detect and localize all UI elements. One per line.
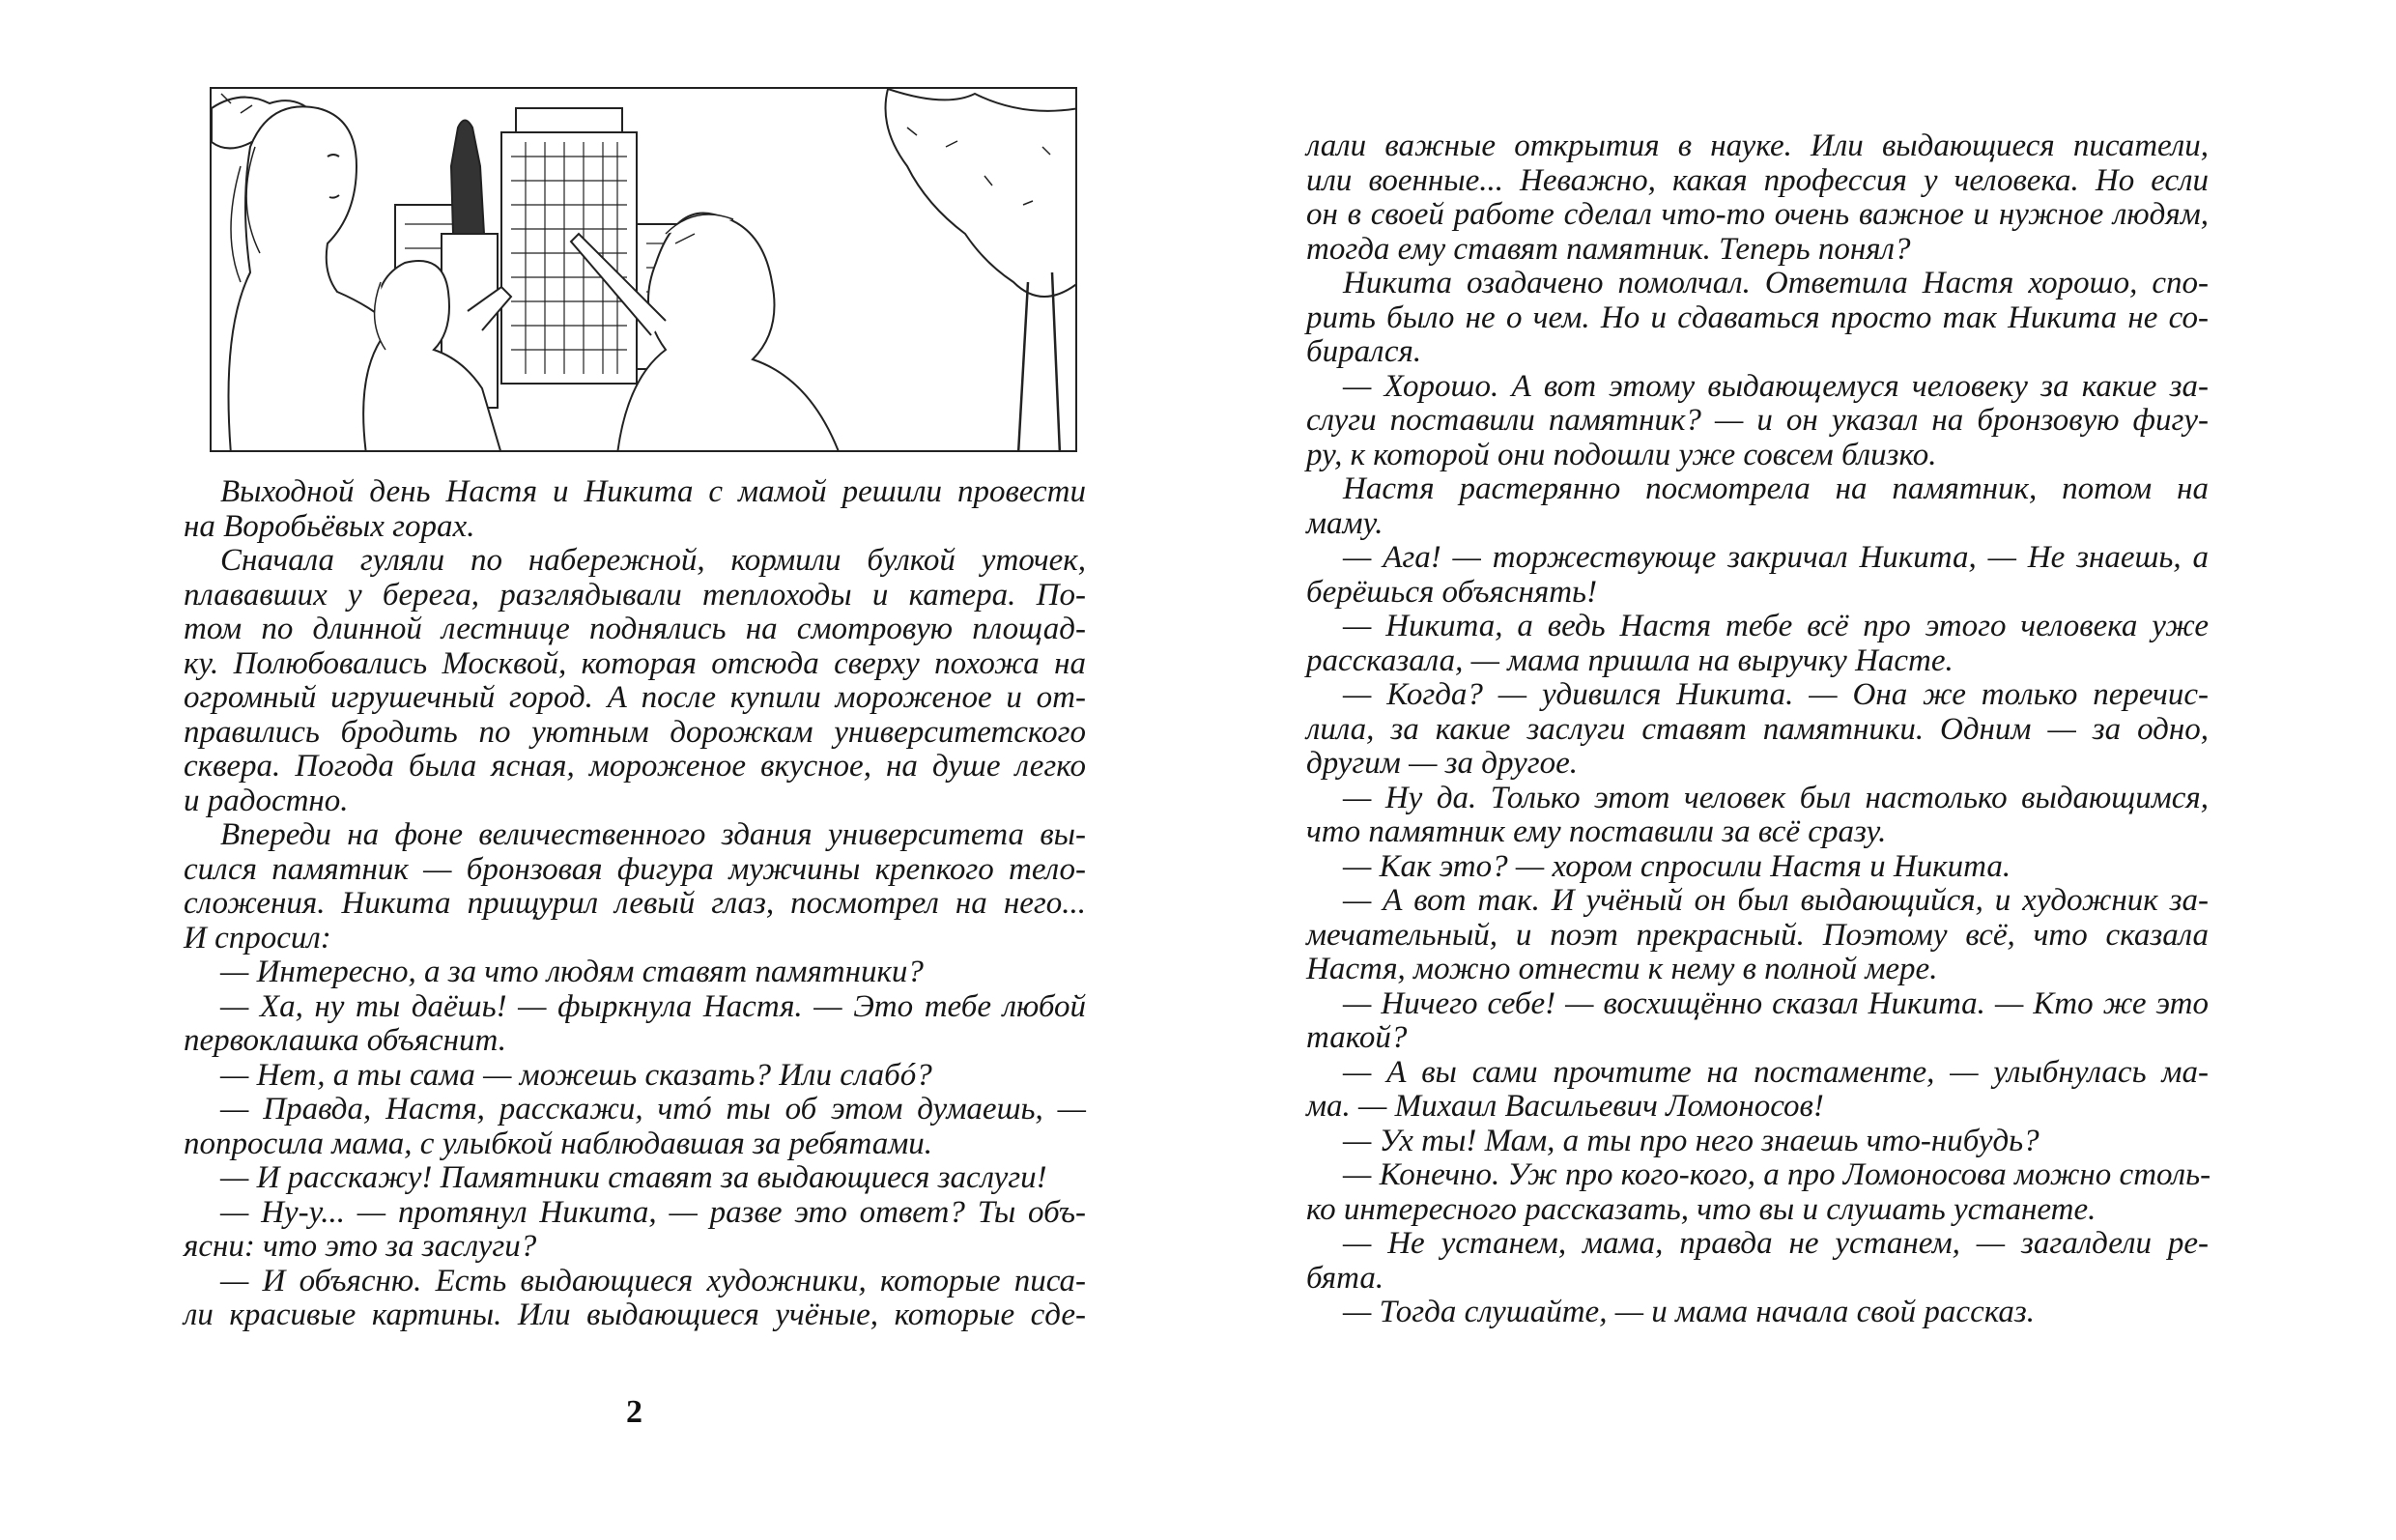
text-line: что памятник ему поставили за всё сразу. bbox=[1306, 814, 1887, 849]
text-line: такой? bbox=[1306, 1020, 1408, 1055]
paragraph bbox=[184, 1059, 1086, 1094]
text-line: ру, к которой они подошли уже совсем близко. bbox=[1306, 437, 1937, 472]
text-line: — Ничего себе! — восхищённо сказал Никита. — Кто же это bbox=[1343, 985, 2209, 1021]
paragraph bbox=[1306, 1158, 2209, 1227]
text-line: — Правда, Настя, расскажи, чтó ты об этом думаешь, — bbox=[220, 1092, 1086, 1126]
text-line: ли красивые картины. Или выдающиеся учёные, которые сде- bbox=[184, 1298, 1086, 1332]
text-line: — Никита, а ведь Настя тебе всё про этого человека уже bbox=[1343, 609, 2209, 643]
paragraph bbox=[184, 1265, 1086, 1333]
paragraph bbox=[184, 475, 1086, 544]
text-line: — Ну-у... — протянул Никита, — разве это ответ? Ты объ- bbox=[220, 1194, 1086, 1230]
paragraph bbox=[1306, 987, 2209, 1056]
text-line: или военные... Неважно, какая профессия у человека. Но если bbox=[1306, 162, 2209, 198]
paragraph bbox=[1306, 1296, 2209, 1330]
text-line: — Ух ты! Мам, а ты про него знаешь что-нибудь? bbox=[1343, 1123, 2039, 1158]
text-line: слуги поставили памятник? — и он указал на бронзовую фигу- bbox=[1306, 403, 2209, 438]
paragraph bbox=[1306, 1227, 2209, 1296]
page-number: 2 bbox=[626, 1394, 642, 1430]
text-line: И спросил: bbox=[184, 920, 331, 955]
paragraph bbox=[1306, 610, 2209, 678]
text-line: огромный игрушечный город. А после купили мороженое и от- bbox=[184, 680, 1086, 715]
text-line: мечательный, и поэт прекрасный. Поэтому всё, что сказала bbox=[1306, 917, 2209, 953]
text-line: первоклашка объяснит. bbox=[184, 1023, 507, 1058]
text-line: ясни: что это за заслуги? bbox=[184, 1229, 537, 1264]
text-line: лали важные открытия в науке. Или выдающиеся писатели, bbox=[1306, 128, 2209, 163]
paragraph bbox=[184, 1093, 1086, 1161]
paragraph bbox=[1306, 884, 2209, 987]
text-line: — Нет, а ты сама — можешь сказать? Или слабó? bbox=[220, 1057, 932, 1093]
text-line: лила, за какие заслуги ставят памятники. Одним — за одно, bbox=[1306, 711, 2209, 747]
paragraph bbox=[1306, 678, 2209, 782]
text-line: он в своей работе сделал что-то очень важное и нужное людям, bbox=[1306, 197, 2209, 232]
text-line: — А вот так. И учёный он был выдающийся, и художник за- bbox=[1343, 883, 2209, 918]
paragraph bbox=[1306, 267, 2209, 370]
paragraph bbox=[1306, 1056, 2209, 1125]
text-line: бята. bbox=[1306, 1260, 1384, 1296]
paragraph bbox=[184, 818, 1086, 955]
paragraph bbox=[184, 955, 1086, 990]
trees-right bbox=[886, 89, 1078, 452]
paragraph bbox=[184, 1196, 1086, 1265]
story-illustration bbox=[210, 87, 1077, 452]
text-line: Выходной день Настя и Никита с мамой решили провести bbox=[220, 474, 1086, 509]
paragraph bbox=[1306, 1125, 2209, 1159]
text-line: Сначала гуляли по набережной, кормили булкой уточек, bbox=[220, 543, 1086, 578]
text-line: Никита озадачено помолчал. Ответила Настя хорошо, спо- bbox=[1343, 266, 2209, 300]
text-line: плававших у берега, разглядывали теплоходы и катера. По- bbox=[184, 577, 1086, 613]
text-line: сквера. Погода была ясная, мороженое вкусное, на душе легко bbox=[184, 749, 1086, 784]
text-line: — И объясню. Есть выдающиеся художники, которые писа- bbox=[220, 1263, 1086, 1298]
text-line: берёшься объяснять! bbox=[1306, 574, 1598, 610]
text-line: Настя, можно отнести к нему в полной мере. bbox=[1306, 952, 1938, 986]
text-line: — Хорошо. А вот этому выдающемуся человеку за какие за- bbox=[1343, 368, 2209, 404]
right-text-column bbox=[1306, 129, 2209, 1330]
text-line: рассказала, — мама пришла на выручку Насте. bbox=[1306, 642, 1954, 678]
text-line: — Ага! — торжествующе закричал Никита, — Не знаешь, а bbox=[1343, 540, 2209, 575]
text-line: — Конечно. Уж про кого-кого, а про Ломоносова можно столь- bbox=[1343, 1157, 2211, 1192]
paragraph bbox=[1306, 850, 2209, 885]
paragraph bbox=[1306, 370, 2209, 473]
text-line: — И расскажу! Памятники ставят за выдающиеся заслуги! bbox=[220, 1160, 1047, 1195]
text-line: попросила мама, с улыбкой наблюдавшая за ребятами. bbox=[184, 1126, 933, 1161]
text-line: — А вы сами прочтите на постаменте, — улыбнулась ма- bbox=[1343, 1054, 2209, 1090]
text-line: — Ну да. Только этот человек был настолько выдающимся, bbox=[1343, 780, 2209, 815]
paragraph bbox=[1306, 782, 2209, 850]
text-line: сился памятник — бронзовая фигура мужчины крепкого тело- bbox=[184, 851, 1086, 887]
paragraph bbox=[1306, 472, 2209, 541]
text-line: том по длинной лестнице поднялись на смотровую площад- bbox=[184, 612, 1086, 646]
text-line: Настя растерянно посмотрела на памятник, потом на bbox=[1343, 471, 2209, 506]
paragraph bbox=[1306, 541, 2209, 610]
paragraph bbox=[1306, 129, 2209, 267]
text-line: Впереди на фоне величественного здания университета вы- bbox=[220, 817, 1086, 852]
text-line: бирался. bbox=[1306, 334, 1422, 369]
text-line: ко интересного рассказать, что вы и слушать устанете. bbox=[1306, 1191, 2096, 1227]
paragraph bbox=[184, 990, 1086, 1059]
text-line: ма. — Михаил Васильевич Ломоносов! bbox=[1306, 1089, 1824, 1124]
left-text-column bbox=[184, 475, 1086, 1333]
text-line: — Тогда слушайте, — и мама начала свой рассказ. bbox=[1343, 1295, 2035, 1329]
paragraph bbox=[184, 544, 1086, 818]
text-line: рить было не о чем. Но и сдаваться просто так Никита не со- bbox=[1306, 299, 2209, 335]
text-line: — Интересно, а за что людям ставят памятники? bbox=[220, 955, 924, 989]
text-line: ку. Полюбовались Москвой, которая отсюда сверху похожа на bbox=[184, 645, 1086, 681]
paragraph bbox=[184, 1161, 1086, 1196]
text-line: тогда ему ставят памятник. Теперь понял? bbox=[1306, 231, 1911, 267]
text-line: сложения. Никита прищурил левый глаз, посмотрел на него... bbox=[184, 886, 1086, 921]
text-line: маму. bbox=[1306, 505, 1383, 541]
text-line: и радостно. bbox=[184, 783, 349, 818]
text-line: — Ха, ну ты даёшь! — фыркнула Настя. — Это тебе любой bbox=[220, 988, 1086, 1024]
text-line: — Не устанем, мама, правда не устанем, — загалдели ре- bbox=[1343, 1226, 2209, 1261]
boy-figure bbox=[571, 214, 840, 452]
text-line: — Как это? — хором спросили Настя и Никита. bbox=[1343, 848, 2011, 884]
text-line: правились бродить по уютным дорожкам университетского bbox=[184, 714, 1086, 750]
text-line: другим — за другое. bbox=[1306, 746, 1578, 781]
text-line: на Воробьёвых горах. bbox=[184, 508, 475, 544]
text-line: — Когда? — удивился Никита. — Она же только перечис- bbox=[1343, 677, 2209, 712]
